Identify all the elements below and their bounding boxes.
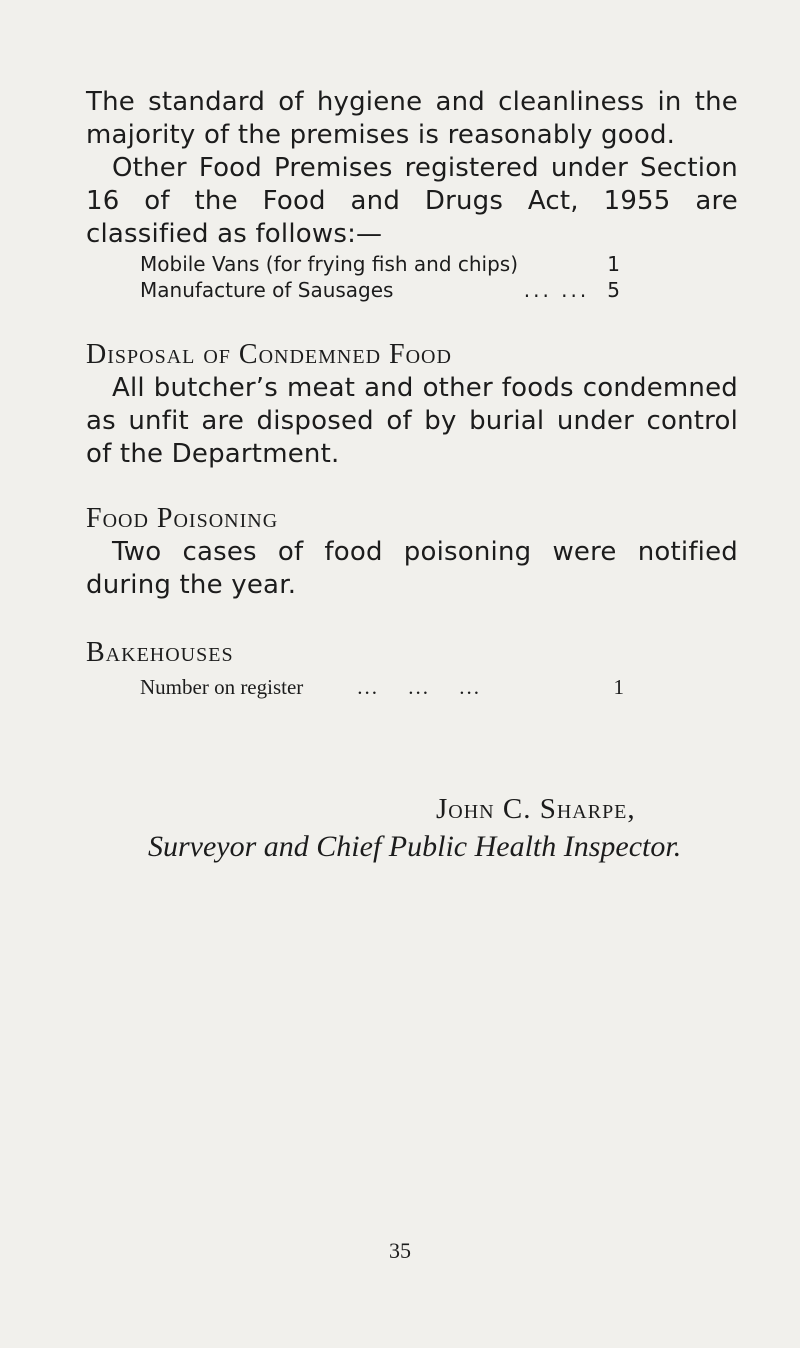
dot-leader: ... ... [523,278,590,302]
page-number: 35 [389,1238,411,1263]
list-item [140,251,620,277]
list-item-value: 5 [607,278,620,302]
premises-paragraph: Other Food Premises registered under Section 16 of the Food and Drugs Act, 1955 are classified as follows:— [86,153,738,249]
bakehouses-register-row [140,673,624,701]
food-poisoning-paragraph: Two cases of food poisoning were notified during the year. [86,537,738,600]
disposal-heading: Disposal of Condemned Food [86,339,452,370]
food-poisoning-heading: Food Poisoning [86,503,279,534]
list-item-value: 1 [607,252,620,276]
disposal-paragraph: All butcher’s meat and other foods condemned as unfit are disposed of by burial under control of the Department. [86,373,738,469]
dot-leader: ... ... ... [357,675,482,699]
list-item [140,277,620,303]
list-item-label: Manufacture of Sausages [140,278,394,302]
list-item-label: Mobile Vans (for frying fish and chips) [140,252,519,276]
signatory-title: Surveyor and Chief Public Health Inspector. [148,830,682,863]
signatory-name: John C. Sharpe, [436,793,636,825]
bakehouses-heading: Bakehouses [86,637,234,668]
register-value: 1 [613,675,624,699]
hygiene-paragraph: The standard of hygiene and cleanliness in the majority of the premises is reasonably good. [86,87,738,150]
register-label: Number on register [140,675,304,699]
